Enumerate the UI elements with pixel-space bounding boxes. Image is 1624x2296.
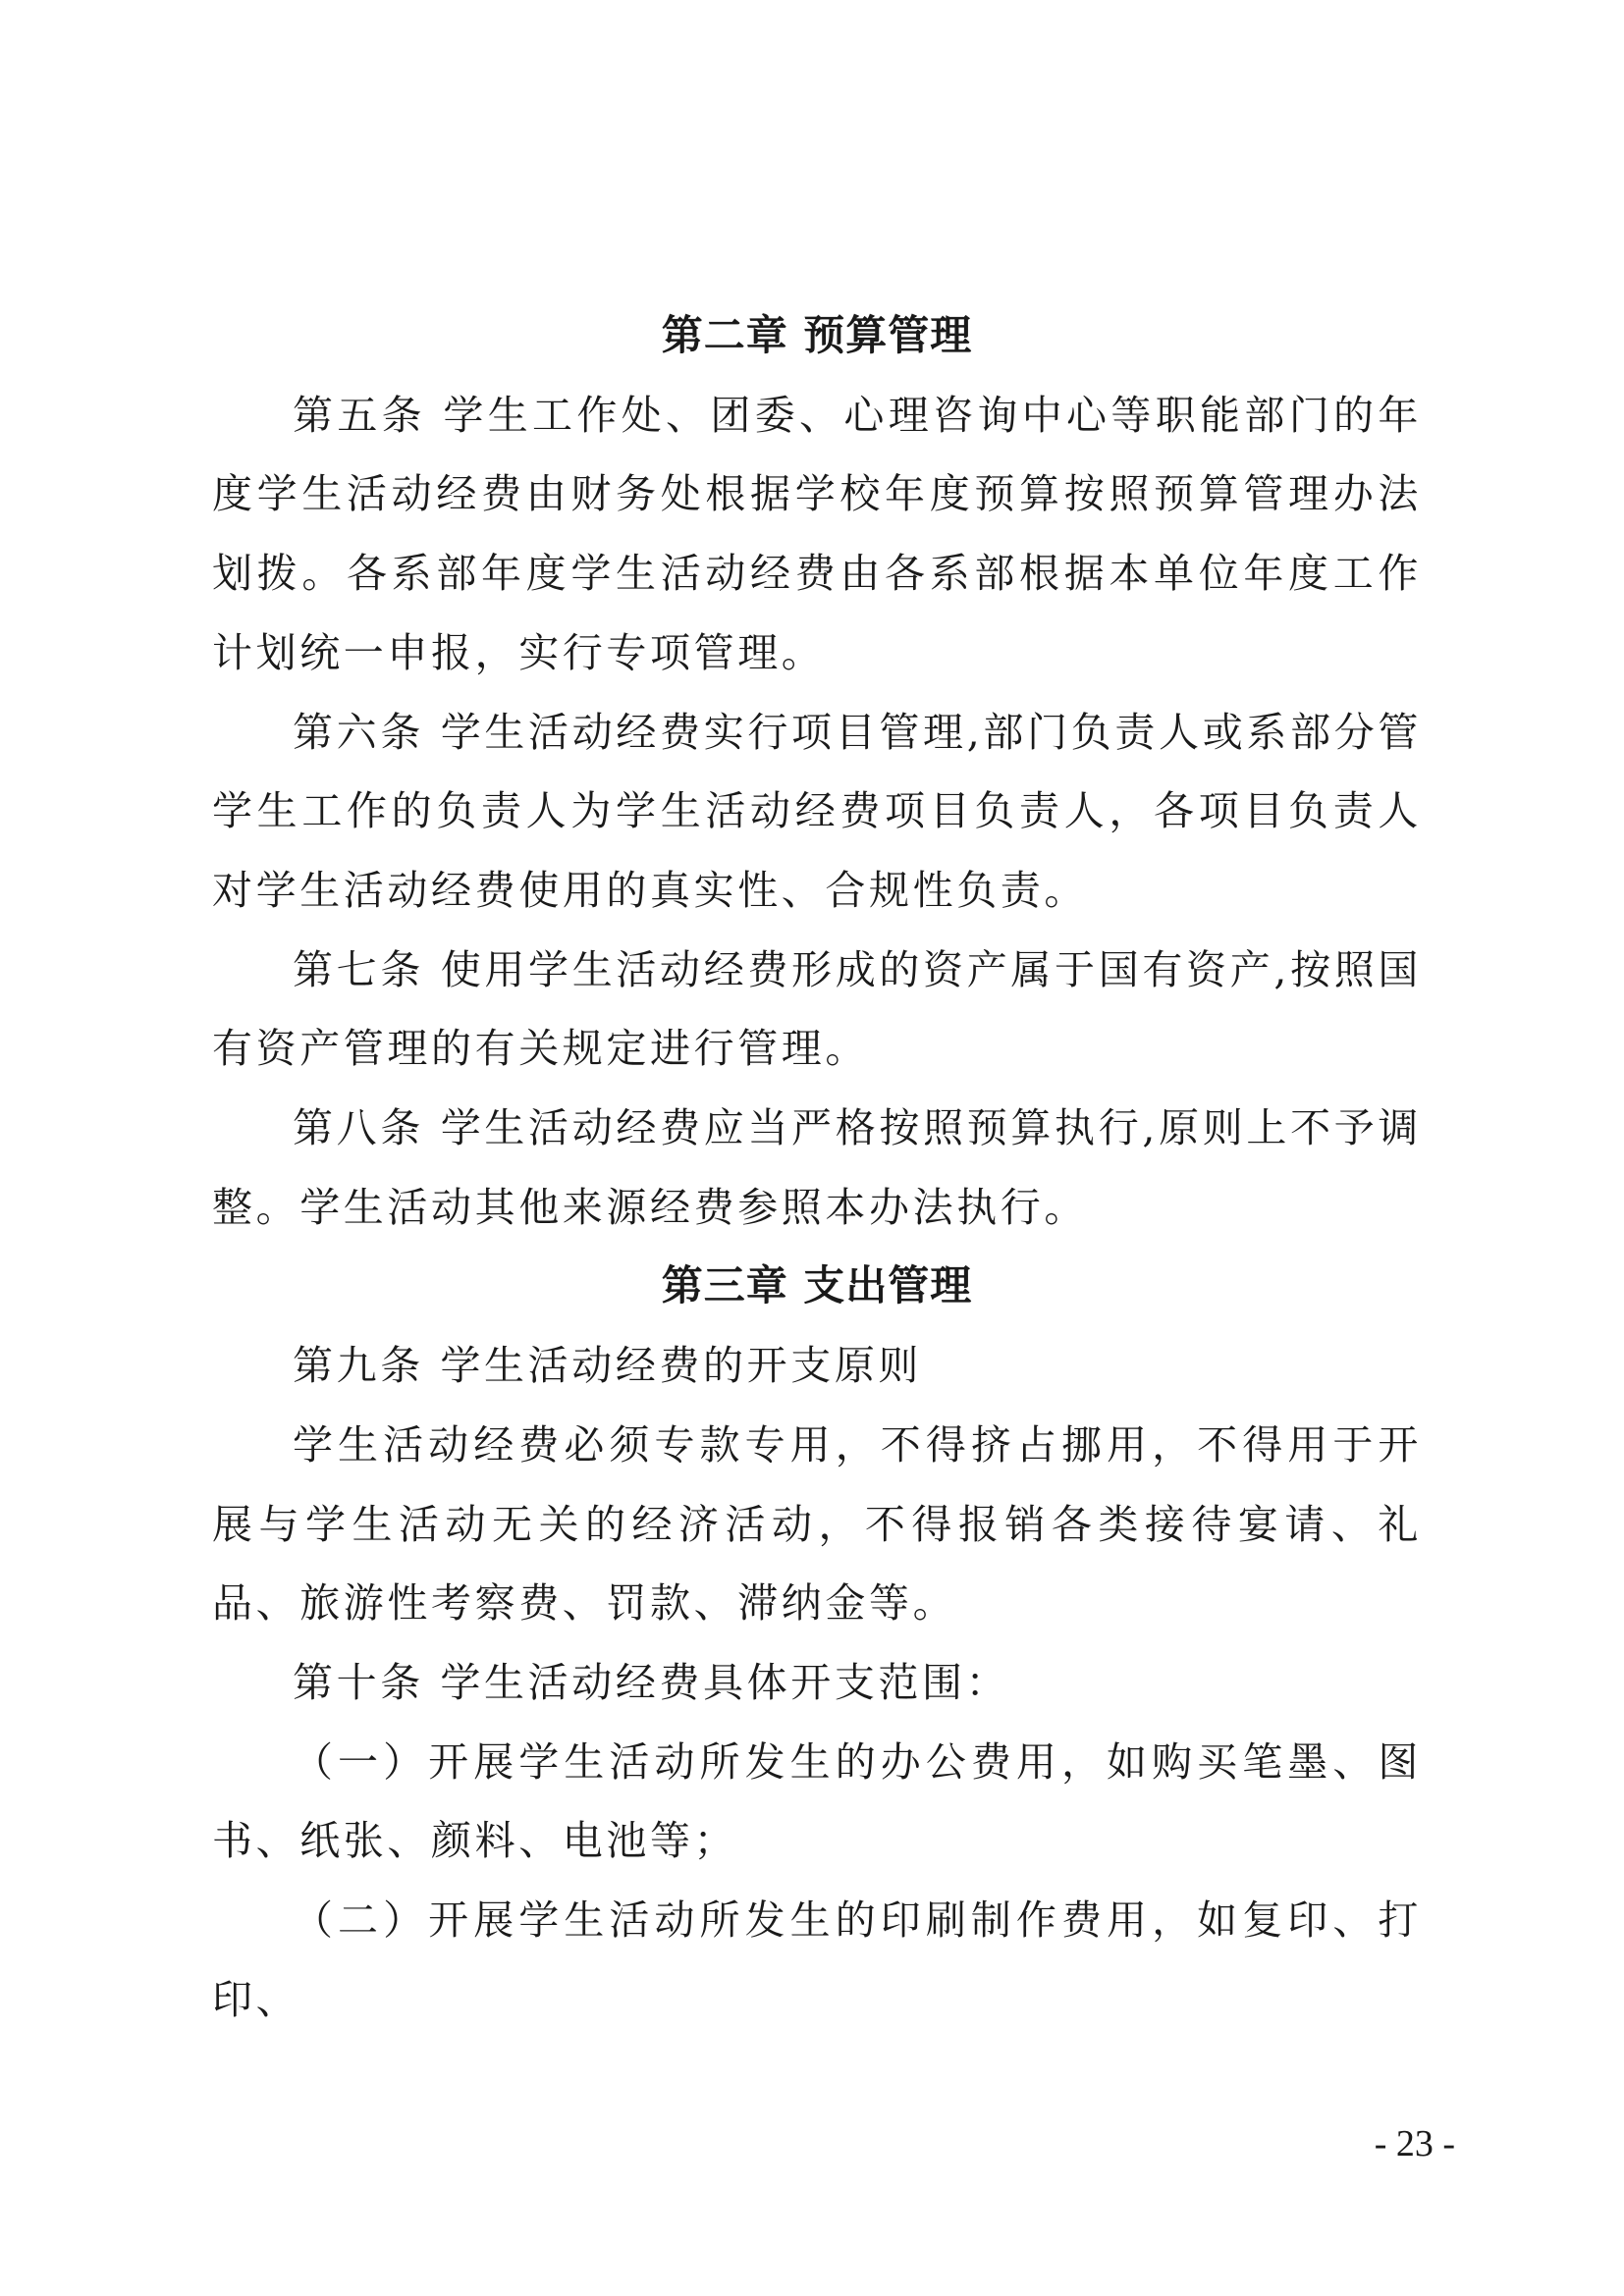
chapter-heading-expenditure: 第三章 支出管理 [661, 1261, 973, 1310]
document-body [212, 296, 1422, 2039]
article-6-paragraph: 第六条 学生活动经费实行项目管理,部门负责人或系部分管学生工作的负责人为学生活动经费项目负责人，各项目负责人对学生活动经费使用的真实性、合规性负责。 [212, 708, 1422, 914]
article-8-paragraph: 第八条 学生活动经费应当严格按照预算执行,原则上不予调整。学生活动其他来源经费参照本办法执行。 [212, 1104, 1422, 1231]
scope-item-2-paragraph: （二）开展学生活动所发生的印刷制作费用，如复印、打印、 [212, 1896, 1422, 2023]
article-9-paragraph: 第九条 学生活动经费的开支原则 [293, 1342, 923, 1390]
chapter-heading-budget: 第二章 预算管理 [661, 311, 973, 359]
article-7-paragraph: 第七条 使用学生活动经费形成的资产属于国有资产,按照国有资产管理的有关规定进行管理。 [212, 945, 1422, 1073]
page-number: - 23 - [1374, 2123, 1455, 2164]
article-5-paragraph: 第五条 学生工作处、团委、心理咨询中心等职能部门的年度学生活动经费由财务处根据学校年度预算按照预算管理办法划拨。各系部年度学生活动经费由各系部根据本单位年度工作计划统一申报，实行专项管理。 [212, 391, 1422, 676]
scope-item-1-paragraph: （一）开展学生活动所发生的办公费用，如购买笔墨、图书、纸张、颜料、电池等； [212, 1737, 1422, 1865]
article-10-paragraph: 第十条 学生活动经费具体开支范围： [293, 1658, 1010, 1706]
expenditure-principle-paragraph: 学生活动经费必须专款专用，不得挤占挪用，不得用于开展与学生活动无关的经济活动，不得报销各类接待宴请、礼品、旅游性考察费、罚款、滞纳金等。 [212, 1420, 1422, 1628]
